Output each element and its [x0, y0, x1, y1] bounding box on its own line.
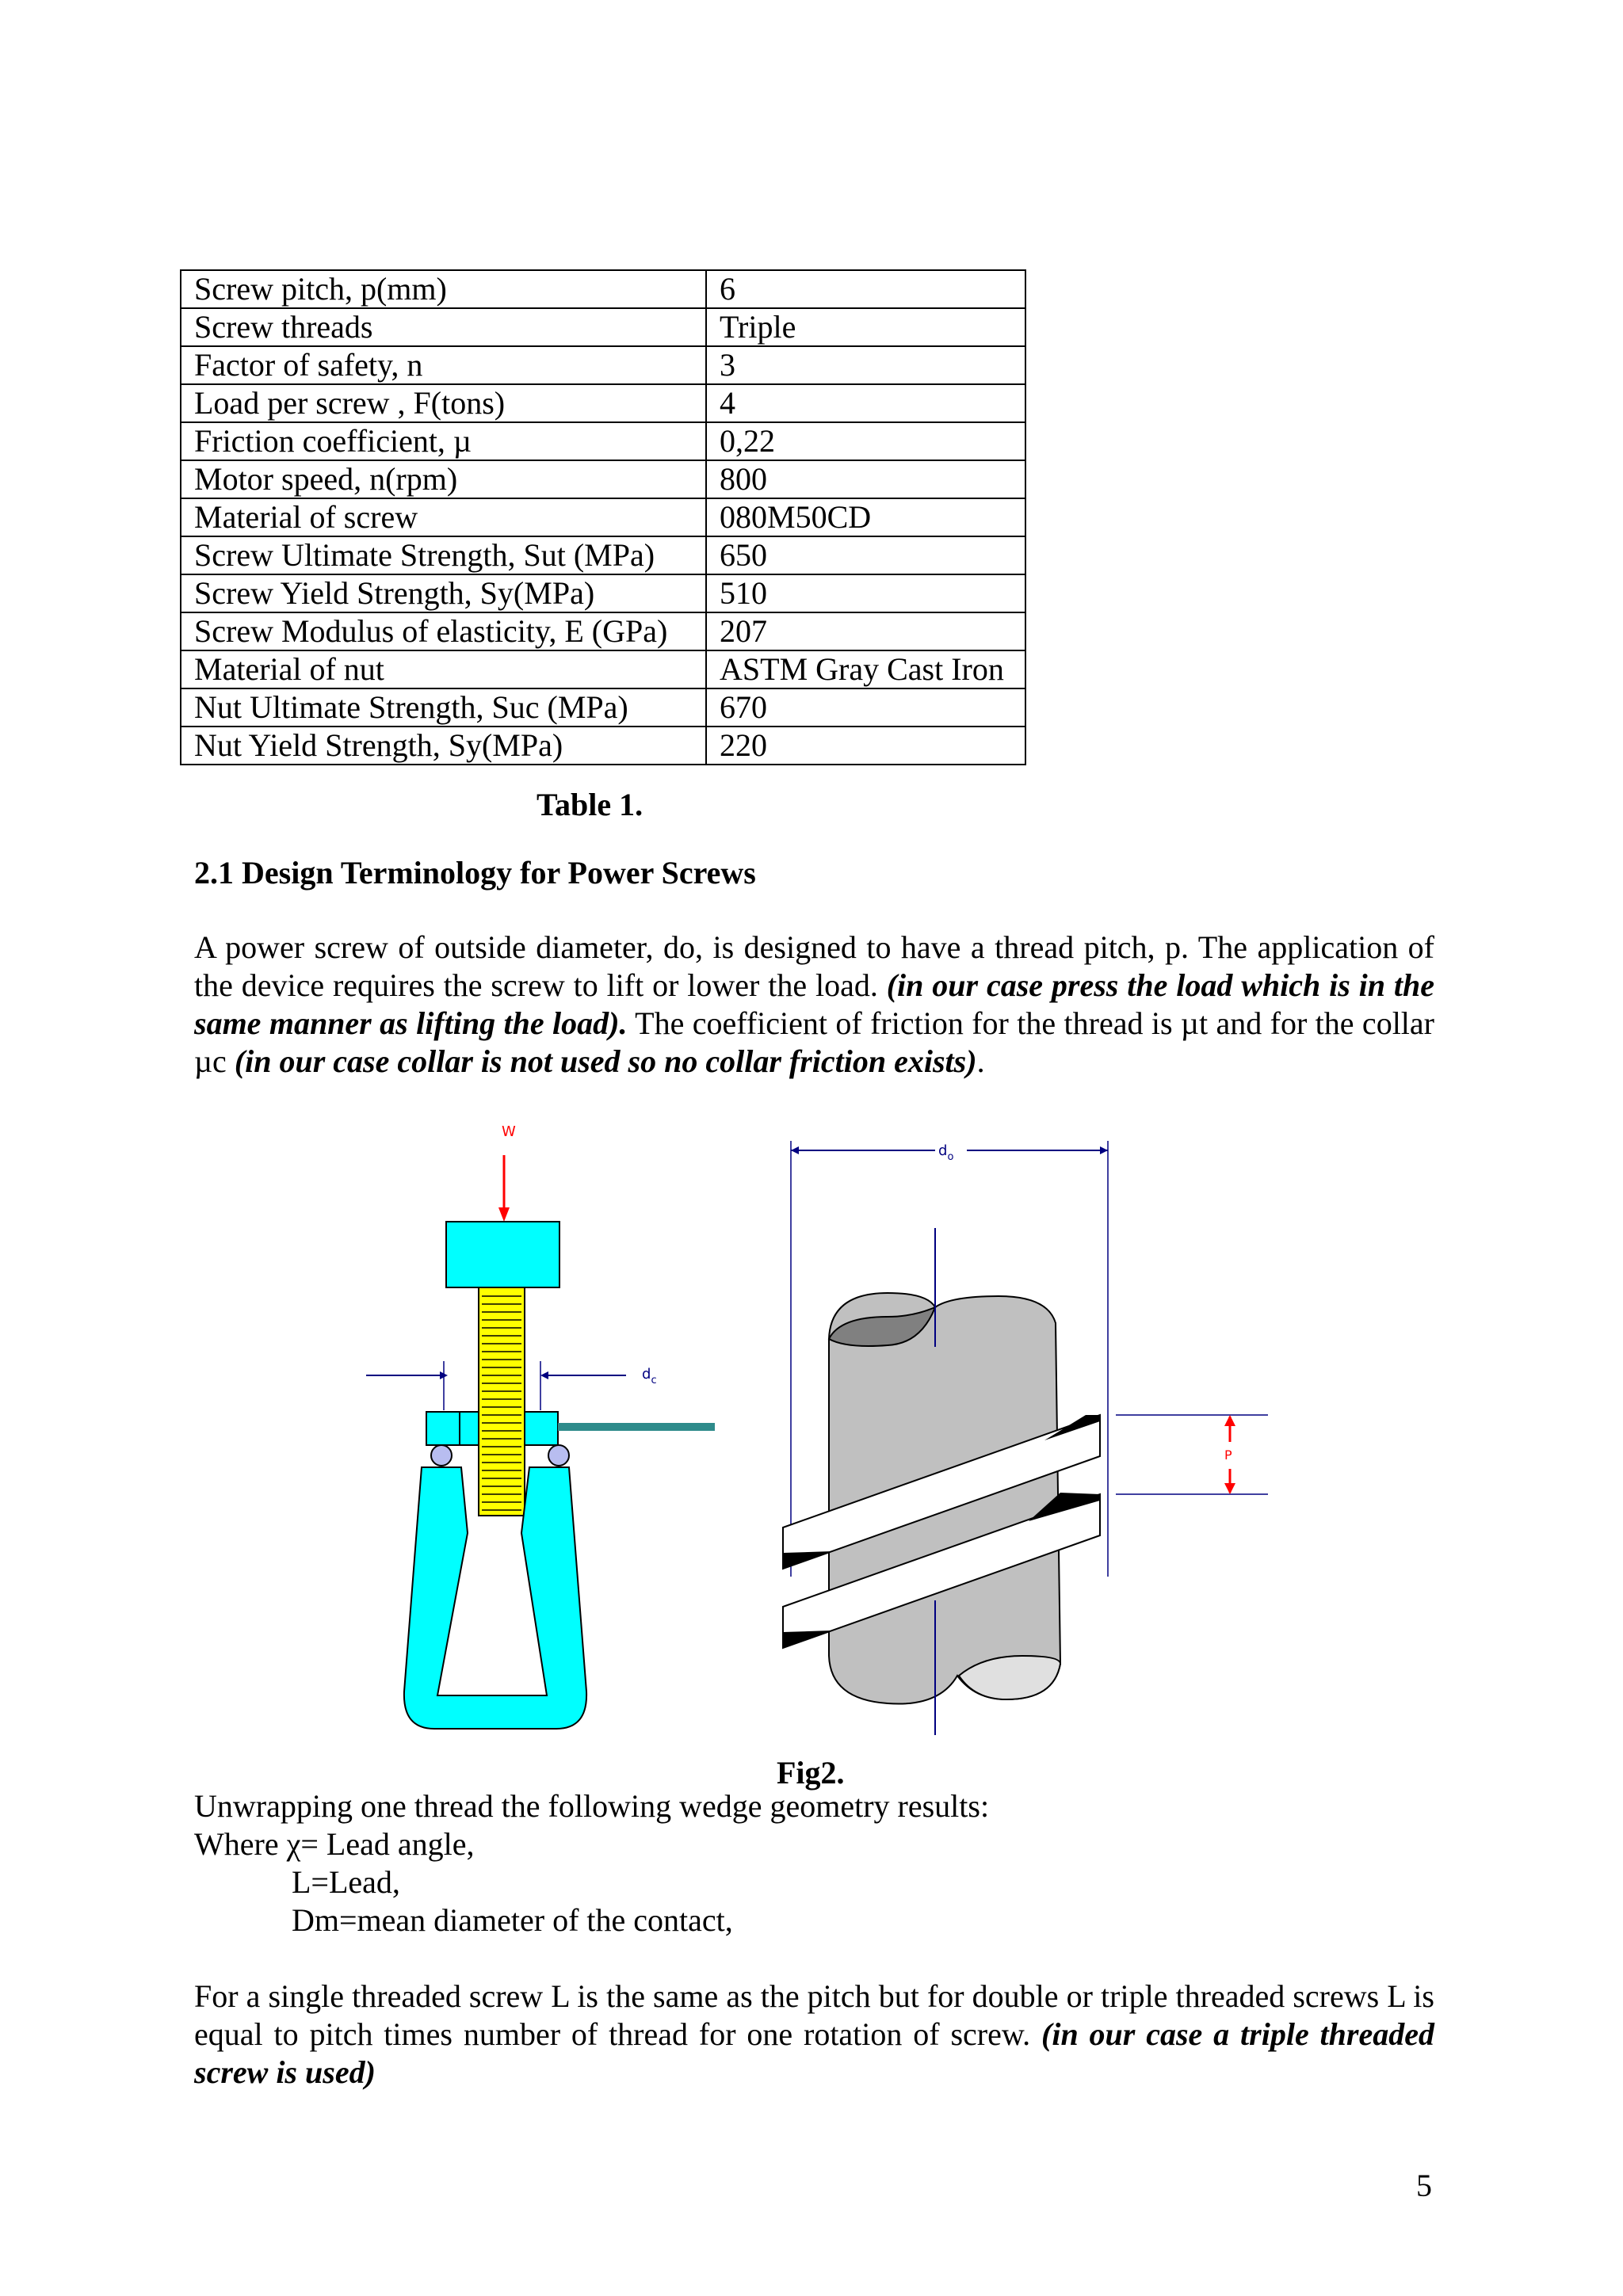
section-heading: 2.1 Design Terminology for Power Screws: [194, 855, 756, 891]
table-row: [181, 460, 1025, 498]
table-row: [181, 536, 1025, 574]
property-name-cell: Screw threads: [181, 308, 706, 346]
table-row: [181, 650, 1025, 688]
para-emphasis: (in our case collar is not used so no collar friction exists): [234, 1043, 977, 1079]
property-value-cell: 800: [706, 460, 1025, 498]
bearing-ball-left: [431, 1445, 452, 1466]
property-value-cell: 650: [706, 536, 1025, 574]
property-value-cell: 510: [706, 574, 1025, 612]
property-value-cell: 220: [706, 727, 1025, 765]
figure-caption: Fig2.: [777, 1755, 845, 1791]
table-row: [181, 308, 1025, 346]
diameter-line: Dm=mean diameter of the contact,: [292, 1902, 733, 1938]
property-name-cell: Screw Yield Strength, Sy(MPa): [181, 574, 706, 612]
intro-paragraph: [194, 929, 1434, 1081]
load-block: [446, 1222, 559, 1287]
property-value-cell: ASTM Gray Cast Iron: [706, 650, 1025, 688]
table-row: [181, 574, 1025, 612]
properties-table: [180, 269, 1026, 765]
where-line: Where χ= Lead angle,: [194, 1826, 475, 1862]
property-value-cell: 6: [706, 270, 1025, 308]
para-text: .: [976, 1043, 985, 1079]
property-name-cell: Factor of safety, n: [181, 346, 706, 384]
para-emphasis: (in our case a triple threaded screw is used): [194, 2016, 1434, 2090]
collar-right: [525, 1412, 558, 1445]
table-caption: Table 1.: [537, 787, 643, 822]
property-name-cell: Screw Modulus of elasticity, E (GPa): [181, 612, 706, 650]
table-row: [181, 384, 1025, 422]
table-row: [181, 270, 1025, 308]
do-label: $d_o$: [938, 1142, 954, 1163]
property-name-cell: Material of nut: [181, 650, 706, 688]
property-value-cell: Triple: [706, 308, 1025, 346]
table-row: [181, 498, 1025, 536]
property-name-cell: Load per screw , F(tons): [181, 384, 706, 422]
lead-line: L=Lead,: [292, 1864, 400, 1900]
pitch-label: P: [1224, 1447, 1232, 1463]
load-label: W: [502, 1123, 516, 1140]
property-name-cell: Screw pitch, p(mm): [181, 270, 706, 308]
table-row: [181, 727, 1025, 765]
collar-left: [426, 1412, 460, 1445]
property-name-cell: Screw Ultimate Strength, Sut (MPa): [181, 536, 706, 574]
property-value-cell: 080M50CD: [706, 498, 1025, 536]
property-value-cell: 0,22: [706, 422, 1025, 460]
unwrap-line: Unwrapping one thread the following wedge geometry results:: [194, 1788, 990, 1824]
property-value-cell: 4: [706, 384, 1025, 422]
property-name-cell: Motor speed, n(rpm): [181, 460, 706, 498]
screw-rod: [479, 1287, 525, 1516]
table-row: [181, 612, 1025, 650]
property-name-cell: Nut Yield Strength, Sy(MPa): [181, 727, 706, 765]
property-name-cell: Material of screw: [181, 498, 706, 536]
para-text: A power screw of outside diameter, do, is designed to have a thread pitch, p. The application of the device requires the screw to lift or lower the load.: [194, 929, 1434, 1003]
table-row: [181, 422, 1025, 460]
property-value-cell: 3: [706, 346, 1025, 384]
property-value-cell: 670: [706, 688, 1025, 727]
bearing-ball-right: [548, 1445, 569, 1466]
power-screw-figure: [349, 1109, 1300, 1759]
para-text: For a single threaded screw L is the same as the pitch but for double or triple threaded screws L is equal to pitch times number of thread for one rotation of screw.: [194, 1978, 1434, 2052]
para-emphasis: (in our case press the load which is in the same manner as lifting the load).: [194, 967, 1435, 1041]
para-text: The coefficient of friction for the thread is µt and for the collar µc: [194, 1005, 1434, 1079]
table-row: [181, 688, 1025, 727]
closing-paragraph: [194, 1978, 1434, 2092]
page-number: 5: [1416, 2168, 1432, 2203]
property-value-cell: 207: [706, 612, 1025, 650]
dc-label: $d_c$: [642, 1366, 657, 1386]
property-name-cell: Nut Ultimate Strength, Suc (MPa): [181, 688, 706, 727]
property-name-cell: Friction coefficient, µ: [181, 422, 706, 460]
handle-bar: [558, 1423, 715, 1431]
table-row: [181, 346, 1025, 384]
